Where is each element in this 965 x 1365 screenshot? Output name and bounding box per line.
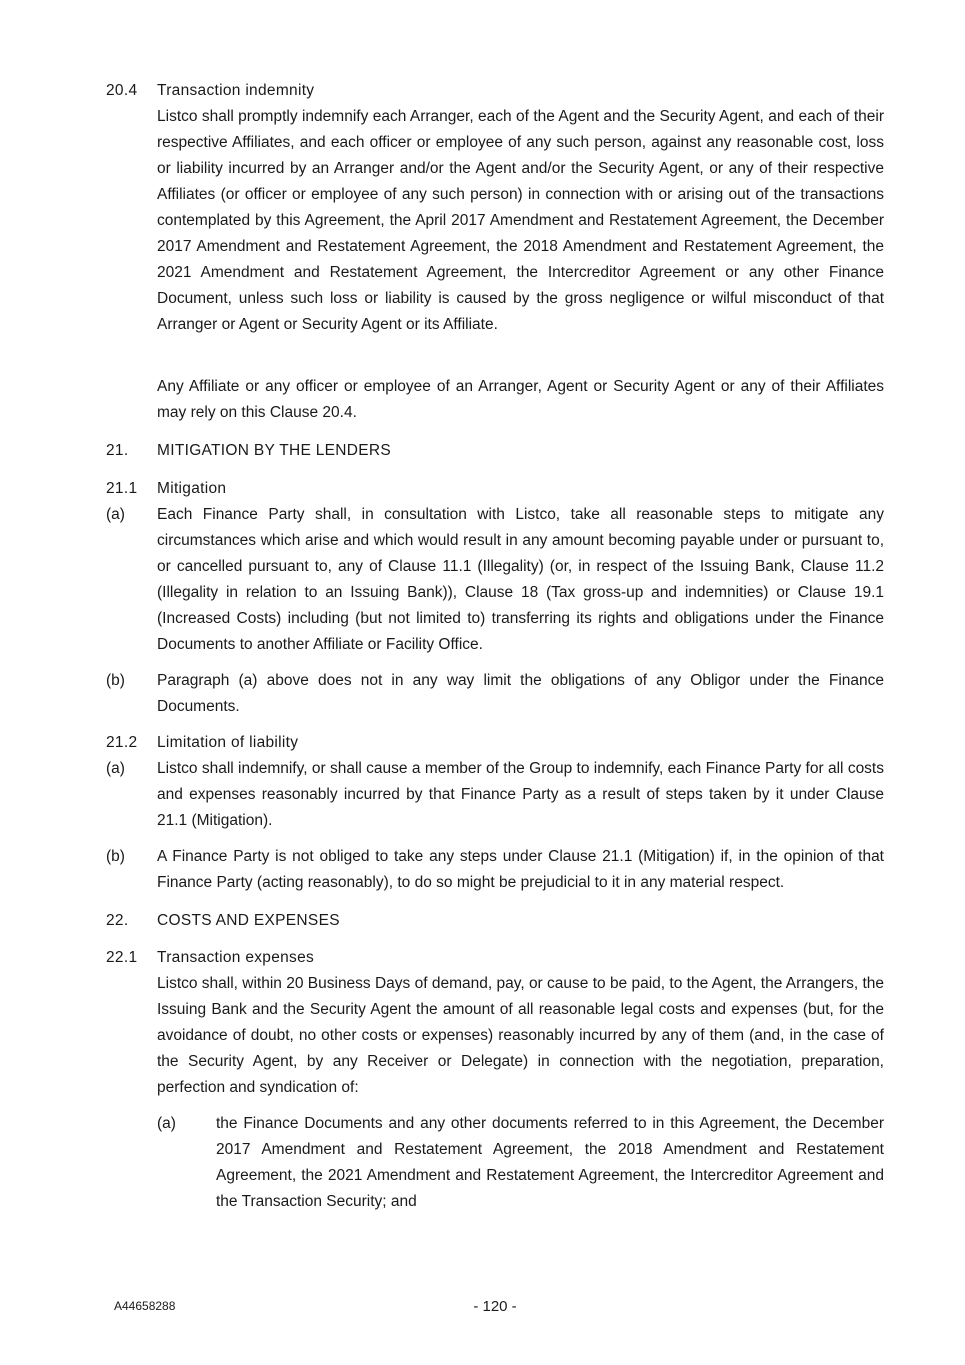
item-label: (a) — [106, 760, 125, 777]
clause-number: 21.1 — [106, 480, 138, 497]
section-number: 21. — [106, 442, 129, 459]
clause-title: Mitigation — [157, 480, 227, 497]
page-number: - 120 - — [473, 1298, 517, 1315]
item-text: Paragraph (a) above does not in any way limit the obligations of any Obligor under the Finance Documents. — [157, 672, 884, 715]
item-text: A Finance Party is not obliged to take any steps under Clause 21.1 (Mitigation) if, in the opinion of that Finance Party (acting reasonably), to do so might be prejudicial to it in any material respect. — [157, 848, 884, 891]
clause-heading-22-1 — [106, 948, 314, 968]
list-item — [106, 668, 884, 720]
section-title: COSTS AND EXPENSES — [157, 912, 340, 929]
clause-paragraph: Any Affiliate or any officer or employee of an Arranger, Agent or Security Agent or any of their Affiliates may rely on this Clause 20.4. — [157, 378, 884, 421]
clause-title: Limitation of liability — [157, 734, 299, 751]
list-item — [106, 756, 884, 834]
item-text: Each Finance Party shall, in consultation with Listco, take all reasonable steps to mitigate any circumstances which arise and which would result in any amount becoming payable under or pursuant to, or cancelled pursuant to, any of Clause 11.1 (Illegality) (or, in respect of the Issuing Bank, Clause 11.2 (Illegality in relation to an Issuing Bank)), Clause 18 (Tax gross-up and indemnities) or Clause 19.1 (Increased Costs) including (but not limited to) transferring its rights and obligations under the Finance Documents to another Affiliate or Facility Office. — [157, 506, 884, 653]
list-item — [106, 502, 884, 658]
list-item — [157, 1111, 884, 1215]
item-label: (a) — [157, 1115, 176, 1132]
clause-heading-21-2 — [106, 733, 298, 753]
item-label: (a) — [106, 506, 125, 523]
clause-number: 20.4 — [106, 82, 138, 99]
item-label: (b) — [106, 672, 125, 689]
clause-paragraph: Listco shall promptly indemnify each Arranger, each of the Agent and the Security Agent, and each of their respective Affiliates, and each officer or employee of any such person, against any reasonable cost, loss or liability incurred by an Arranger and/or the Agent and/or the Security Agent, or any of their respective Affiliates (or officer or employee of any such person) in connection with or arising out of the transactions contemplated by this Agreement, the April 2017 Amendment and Restatement Agreement, the December 2017 Amendment and Restatement Agreement, the 2018 Amendment and Restatement Agreement, the 2021 Amendment and Restatement Agreement, the Intercreditor Agreement or any other Finance Document, unless such loss or liability is caused by the gross negligence or wilful misconduct of that Arranger or Agent or Security Agent or its Affiliate. — [157, 108, 884, 333]
clause-title: Transaction expenses — [157, 949, 315, 966]
clause-heading-21-1 — [106, 479, 226, 499]
section-heading-22 — [106, 911, 340, 931]
clause-number: 22.1 — [106, 949, 138, 966]
clause-heading-20-4 — [106, 81, 314, 101]
clause-number: 21.2 — [106, 734, 138, 751]
item-text: Listco shall indemnify, or shall cause a member of the Group to indemnify, each Finance Party for all costs and expenses reasonably incurred by that Finance Party as a result of steps taken by it under Clause 21.1 (Mitigation). — [157, 760, 884, 829]
clause-paragraph: Listco shall, within 20 Business Days of demand, pay, or cause to be paid, to the Agent, the Arrangers, the Issuing Bank and the Security Agent the amount of all reasonable legal costs and expenses (but, for the avoidance of doubt, no other costs or expenses) reasonably incurred by any of them (and, in the case of the Security Agent, by any Receiver or Delegate) in connection with the negotiation, preparation, perfection and syndication of: — [157, 975, 884, 1096]
list-item — [106, 844, 884, 896]
section-number: 22. — [106, 912, 129, 929]
section-heading-21 — [106, 441, 391, 461]
clause-title: Transaction indemnity — [157, 82, 315, 99]
document-id: A44658288 — [114, 1299, 176, 1313]
item-label: (b) — [106, 848, 125, 865]
section-title: MITIGATION BY THE LENDERS — [157, 442, 392, 459]
item-text: the Finance Documents and any other documents referred to in this Agreement, the December 2017 Amendment and Restatement Agreement, the 2018 Amendment and Restatement Agreement, the 2021 Amendment and Restatement Agreement, the Intercreditor Agreement and the Transaction Security; and — [216, 1115, 884, 1210]
